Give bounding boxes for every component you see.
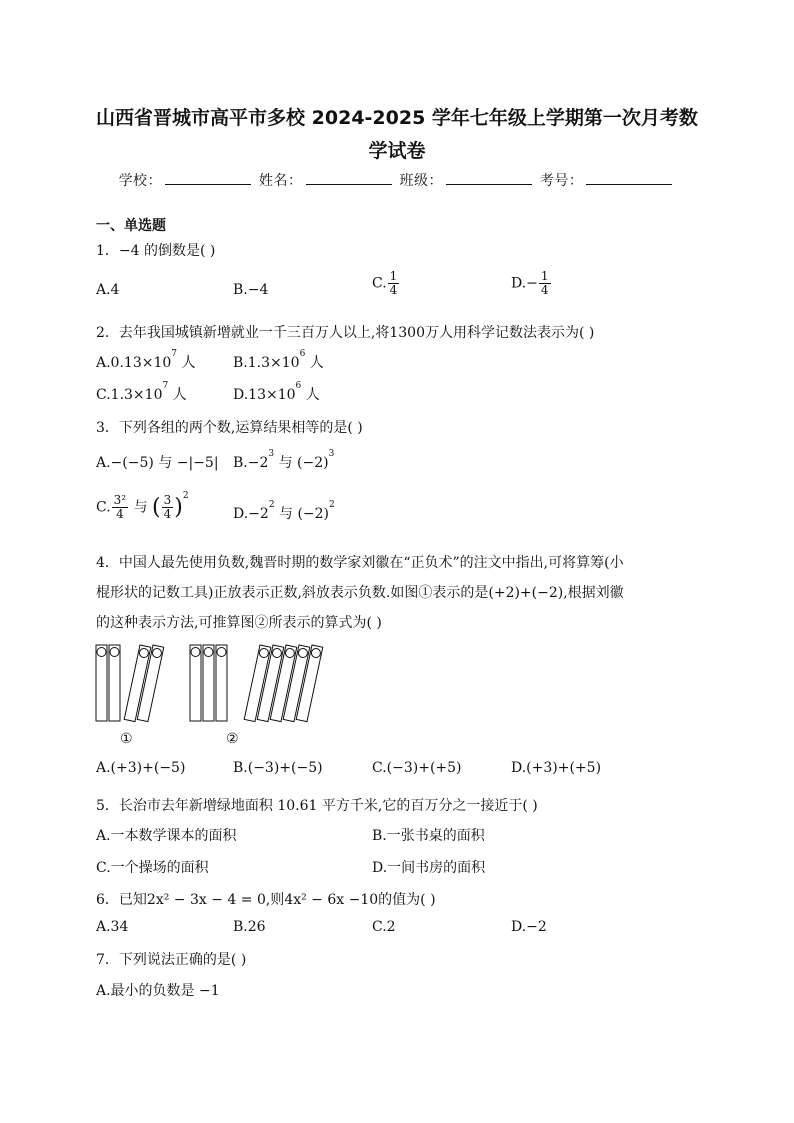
q5-option-c[interactable]: C.一个操场的面积: [96, 860, 209, 876]
page-title-line2: 学试卷: [368, 140, 426, 162]
class-label: 班级：: [399, 173, 443, 189]
q4-option-d[interactable]: D.(+3)+(+5): [511, 760, 602, 776]
q6-option-a[interactable]: A.34: [96, 919, 129, 935]
fraction: $\frac{\text{3²}}{4}$: [113, 493, 127, 522]
question-6: 6．已知2x² − 3x − 4 = 0,则4x² − 6x −10的值为( ): [96, 892, 436, 908]
school-blank[interactable]: [165, 170, 251, 185]
q1-option-a[interactable]: A.4: [96, 282, 120, 298]
q7-option-a[interactable]: A.最小的负数是 −1: [96, 983, 220, 999]
q6-option-b[interactable]: B.26: [233, 919, 266, 935]
q4-option-a[interactable]: A.(+3)+(−5): [96, 760, 186, 776]
question-2: 2．去年我国城镇新增就业一千三百万人以上,将1300万人用科学记数法表示为( ): [96, 325, 595, 341]
q3-option-a[interactable]: A.−(−5) 与 −|−5|: [96, 455, 219, 471]
q3-option-d[interactable]: $D.-2^2$ 与 $(-2)^2$: [233, 500, 335, 522]
q3-option-c[interactable]: C. $\frac{\text{3²}}{4}$ 与 ( $\frac{3}{4}$ )$^2$: [96, 491, 189, 522]
class-blank[interactable]: [446, 170, 532, 185]
school-label: 学校：: [118, 173, 163, 189]
fraction: $\frac{1}{4}$: [540, 269, 549, 298]
q2-option-b[interactable]: $B.1.3\times 10^6$ 人: [233, 349, 324, 371]
q5-option-b[interactable]: B.一张书桌的面积: [372, 828, 485, 844]
q3-option-b[interactable]: $B.-2^3$ 与 $(-2)^3$: [233, 449, 335, 471]
q5-option-a[interactable]: A.一本数学课本的面积: [96, 828, 237, 844]
q5-option-d[interactable]: D.一间书房的面积: [372, 860, 486, 876]
question-4: 4．中国人最先使用负数,魏晋时期的数学家刘徽在“正负术”的注文中指出,可将算筹(小 棍形状的记数工具)正放表示正数,斜放表示负数.如图①表示的是(+2)+(−2),根据刘徽 的这种表示方法,可推算图②所表示的算式为( ): [96, 555, 624, 631]
q1-option-b[interactable]: B.−4: [233, 282, 269, 298]
name-blank[interactable]: [306, 170, 392, 185]
id-blank[interactable]: [586, 170, 672, 185]
q2-option-a[interactable]: $A.0.13\times 10^7$ 人: [96, 349, 196, 371]
question-7: 7．下列说法正确的是( ): [96, 952, 247, 968]
fraction: $\frac{1}{4}$: [389, 269, 398, 298]
question-3: 3．下列各组的两个数,运算结果相等的是( ): [96, 420, 363, 436]
q2-option-d[interactable]: $D.13\times 10^6$ 人: [233, 381, 320, 403]
question-1: 1．−4 的倒数是( ): [96, 243, 216, 259]
q4-option-c[interactable]: C.(−3)+(+5): [372, 760, 462, 776]
math-expression: (+2)+(−2): [488, 585, 564, 601]
question-5: 5．长治市去年新增绿地面积 10.61 平方千米,它的百万分之一接近于( ): [96, 798, 538, 814]
figure-label-1: ①: [120, 731, 133, 747]
q6-option-d[interactable]: D.−2: [511, 919, 547, 935]
name-label: 姓名：: [259, 173, 303, 189]
q2-option-c[interactable]: $C.1.3\times 10^7$ 人: [96, 381, 187, 403]
fraction: $\frac{3}{4}$: [163, 493, 172, 522]
q1-option-d[interactable]: D.− $\frac{1}{4}$: [511, 269, 549, 298]
expression: 4x² − 6x −10: [284, 892, 379, 908]
q4-option-b[interactable]: B.(−3)+(−5): [233, 760, 323, 776]
id-label: 考号：: [539, 173, 584, 189]
page-title: 山西省晋城市高平市多校 2024-2025 学年七年级上学期第一次月考数: [96, 107, 698, 129]
counting-rods-figure: [92, 640, 342, 725]
section-heading: 一、单选题: [96, 218, 166, 234]
q1-option-c[interactable]: C. $\frac{1}{4}$: [372, 269, 398, 298]
figure-label-2: ②: [226, 731, 239, 747]
q6-option-c[interactable]: C.2: [372, 919, 396, 935]
student-info: [0, 170, 794, 190]
equation: 2x² − 3x − 4 = 0: [146, 892, 266, 908]
